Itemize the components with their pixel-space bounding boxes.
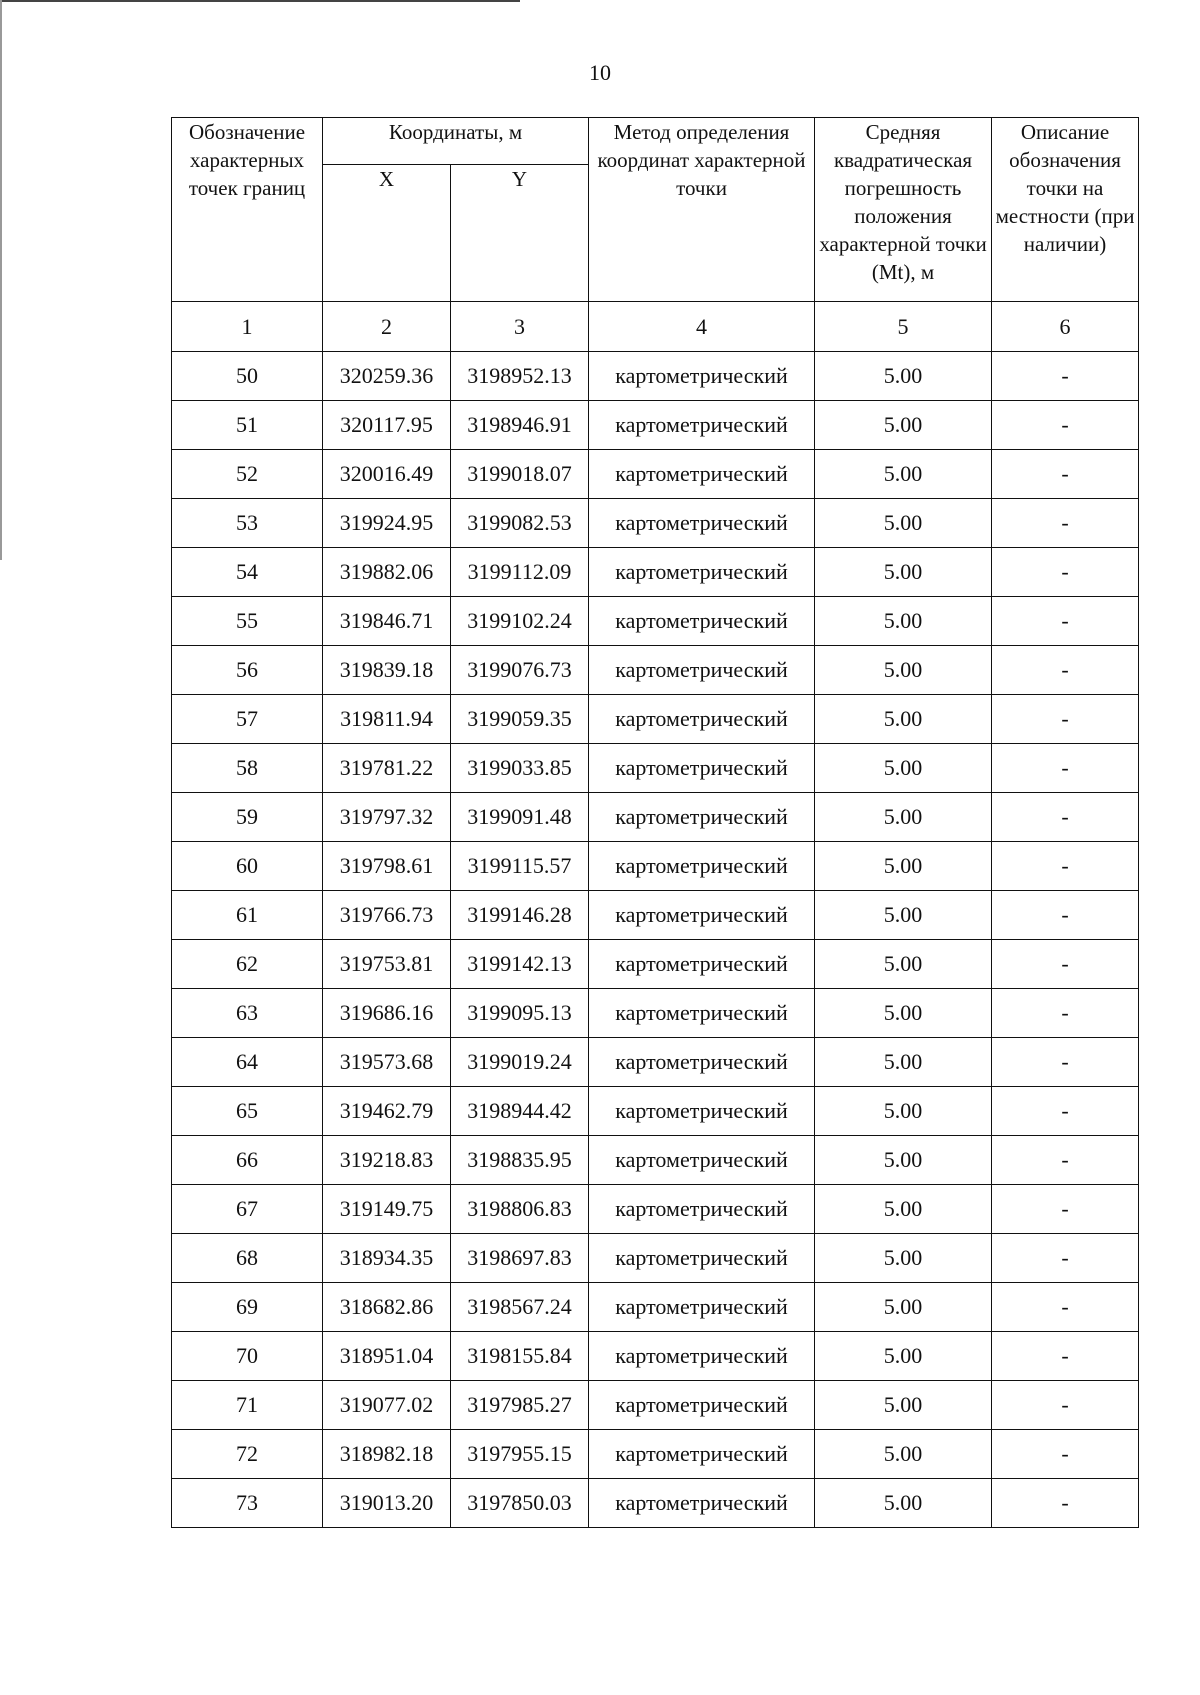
cell-x: 319924.95	[323, 499, 451, 548]
cell-y: 3199102.24	[451, 597, 589, 646]
cell-point: 52	[172, 450, 323, 499]
cell-y: 3198952.13	[451, 352, 589, 401]
cell-method: картометрический	[589, 1136, 815, 1185]
cell-x: 319077.02	[323, 1381, 451, 1430]
scan-edge-top	[0, 0, 520, 2]
cell-error: 5.00	[815, 1038, 992, 1087]
cell-point: 67	[172, 1185, 323, 1234]
cell-description: -	[992, 1185, 1139, 1234]
cell-point: 65	[172, 1087, 323, 1136]
header-x: X	[323, 165, 451, 302]
cell-error: 5.00	[815, 450, 992, 499]
cell-description: -	[992, 548, 1139, 597]
cell-point: 64	[172, 1038, 323, 1087]
cell-x: 319013.20	[323, 1479, 451, 1528]
cell-point: 70	[172, 1332, 323, 1381]
cell-point: 71	[172, 1381, 323, 1430]
cell-y: 3199019.24	[451, 1038, 589, 1087]
cell-x: 319811.94	[323, 695, 451, 744]
table-row	[172, 1430, 1139, 1479]
table-row	[172, 989, 1139, 1038]
cell-error: 5.00	[815, 1479, 992, 1528]
table-row	[172, 1136, 1139, 1185]
cell-y: 3198806.83	[451, 1185, 589, 1234]
column-number: 4	[589, 302, 815, 352]
table-row	[172, 891, 1139, 940]
cell-description: -	[992, 891, 1139, 940]
cell-description: -	[992, 646, 1139, 695]
cell-y: 3199115.57	[451, 842, 589, 891]
cell-description: -	[992, 1430, 1139, 1479]
cell-x: 319797.32	[323, 793, 451, 842]
column-numbers-row	[172, 302, 1139, 352]
column-number: 2	[323, 302, 451, 352]
cell-point: 66	[172, 1136, 323, 1185]
column-number: 6	[992, 302, 1139, 352]
cell-error: 5.00	[815, 1430, 992, 1479]
cell-point: 55	[172, 597, 323, 646]
cell-description: -	[992, 401, 1139, 450]
table-row	[172, 646, 1139, 695]
table-row	[172, 1332, 1139, 1381]
cell-description: -	[992, 940, 1139, 989]
cell-description: -	[992, 842, 1139, 891]
cell-y: 3197850.03	[451, 1479, 589, 1528]
cell-y: 3199076.73	[451, 646, 589, 695]
table-row	[172, 597, 1139, 646]
cell-point: 53	[172, 499, 323, 548]
header-error: Средняя квадратическая погрешность положения характерной точки (Mt), м	[815, 118, 992, 302]
cell-method: картометрический	[589, 1381, 815, 1430]
cell-y: 3199095.13	[451, 989, 589, 1038]
cell-description: -	[992, 450, 1139, 499]
cell-point: 61	[172, 891, 323, 940]
cell-error: 5.00	[815, 646, 992, 695]
cell-y: 3199018.07	[451, 450, 589, 499]
cell-x: 320016.49	[323, 450, 451, 499]
cell-point: 57	[172, 695, 323, 744]
cell-method: картометрический	[589, 1234, 815, 1283]
cell-method: картометрический	[589, 352, 815, 401]
cell-description: -	[992, 793, 1139, 842]
page-number: 10	[589, 60, 611, 85]
table-row	[172, 548, 1139, 597]
cell-method: картометрический	[589, 1087, 815, 1136]
cell-error: 5.00	[815, 1087, 992, 1136]
cell-error: 5.00	[815, 695, 992, 744]
cell-y: 3197985.27	[451, 1381, 589, 1430]
cell-point: 54	[172, 548, 323, 597]
cell-method: картометрический	[589, 744, 815, 793]
cell-y: 3199033.85	[451, 744, 589, 793]
cell-y: 3198155.84	[451, 1332, 589, 1381]
cell-method: картометрический	[589, 548, 815, 597]
cell-method: картометрический	[589, 1332, 815, 1381]
cell-x: 320259.36	[323, 352, 451, 401]
header-row	[172, 118, 1139, 165]
cell-method: картометрический	[589, 1479, 815, 1528]
cell-description: -	[992, 1283, 1139, 1332]
table-row	[172, 1234, 1139, 1283]
cell-description: -	[992, 1381, 1139, 1430]
cell-y: 3198567.24	[451, 1283, 589, 1332]
cell-method: картометрический	[589, 695, 815, 744]
cell-error: 5.00	[815, 548, 992, 597]
cell-x: 319798.61	[323, 842, 451, 891]
cell-method: картометрический	[589, 891, 815, 940]
cell-point: 69	[172, 1283, 323, 1332]
cell-method: картометрический	[589, 1283, 815, 1332]
column-number: 3	[451, 302, 589, 352]
cell-description: -	[992, 1332, 1139, 1381]
cell-point: 56	[172, 646, 323, 695]
table-row	[172, 1038, 1139, 1087]
cell-method: картометрический	[589, 793, 815, 842]
cell-point: 68	[172, 1234, 323, 1283]
cell-description: -	[992, 1087, 1139, 1136]
table-body	[172, 302, 1139, 1528]
header-y: Y	[451, 165, 589, 302]
cell-method: картометрический	[589, 450, 815, 499]
cell-y: 3199146.28	[451, 891, 589, 940]
cell-method: картометрический	[589, 401, 815, 450]
cell-point: 62	[172, 940, 323, 989]
cell-y: 3199059.35	[451, 695, 589, 744]
table-row	[172, 352, 1139, 401]
cell-x: 319573.68	[323, 1038, 451, 1087]
cell-x: 319766.73	[323, 891, 451, 940]
cell-error: 5.00	[815, 1381, 992, 1430]
cell-x: 319462.79	[323, 1087, 451, 1136]
cell-x: 318951.04	[323, 1332, 451, 1381]
cell-y: 3199091.48	[451, 793, 589, 842]
cell-method: картометрический	[589, 940, 815, 989]
cell-x: 319882.06	[323, 548, 451, 597]
table-row	[172, 695, 1139, 744]
table-row	[172, 450, 1139, 499]
cell-y: 3197955.15	[451, 1430, 589, 1479]
cell-method: картометрический	[589, 842, 815, 891]
cell-description: -	[992, 1479, 1139, 1528]
cell-y: 3198697.83	[451, 1234, 589, 1283]
cell-description: -	[992, 597, 1139, 646]
cell-x: 318982.18	[323, 1430, 451, 1479]
cell-x: 319753.81	[323, 940, 451, 989]
cell-method: картометрический	[589, 1185, 815, 1234]
table-row	[172, 1185, 1139, 1234]
cell-error: 5.00	[815, 401, 992, 450]
cell-description: -	[992, 352, 1139, 401]
table-row	[172, 499, 1139, 548]
cell-y: 3198944.42	[451, 1087, 589, 1136]
cell-error: 5.00	[815, 597, 992, 646]
table-row	[172, 1087, 1139, 1136]
column-number: 1	[172, 302, 323, 352]
cell-y: 3199082.53	[451, 499, 589, 548]
cell-x: 319839.18	[323, 646, 451, 695]
header-point-designation: Обозначение характерных точек границ	[172, 118, 323, 302]
cell-error: 5.00	[815, 1136, 992, 1185]
cell-y: 3199112.09	[451, 548, 589, 597]
cell-description: -	[992, 695, 1139, 744]
cell-x: 319218.83	[323, 1136, 451, 1185]
cell-error: 5.00	[815, 1332, 992, 1381]
cell-x: 319686.16	[323, 989, 451, 1038]
cell-error: 5.00	[815, 744, 992, 793]
cell-description: -	[992, 499, 1139, 548]
cell-y: 3198835.95	[451, 1136, 589, 1185]
cell-point: 50	[172, 352, 323, 401]
cell-point: 58	[172, 744, 323, 793]
cell-method: картометрический	[589, 1430, 815, 1479]
cell-method: картометрический	[589, 646, 815, 695]
cell-error: 5.00	[815, 891, 992, 940]
cell-method: картометрический	[589, 1038, 815, 1087]
cell-description: -	[992, 1136, 1139, 1185]
cell-error: 5.00	[815, 352, 992, 401]
table-row	[172, 1381, 1139, 1430]
cell-error: 5.00	[815, 940, 992, 989]
cell-description: -	[992, 1038, 1139, 1087]
cell-x: 318682.86	[323, 1283, 451, 1332]
cell-point: 63	[172, 989, 323, 1038]
cell-x: 318934.35	[323, 1234, 451, 1283]
cell-description: -	[992, 989, 1139, 1038]
cell-x: 319846.71	[323, 597, 451, 646]
header-coordinates: Координаты, м	[323, 118, 589, 165]
cell-description: -	[992, 744, 1139, 793]
cell-error: 5.00	[815, 1283, 992, 1332]
cell-point: 59	[172, 793, 323, 842]
cell-error: 5.00	[815, 1234, 992, 1283]
cell-description: -	[992, 1234, 1139, 1283]
cell-point: 51	[172, 401, 323, 450]
cell-point: 60	[172, 842, 323, 891]
table-row	[172, 401, 1139, 450]
table-row	[172, 744, 1139, 793]
table-row	[172, 1479, 1139, 1528]
cell-point: 73	[172, 1479, 323, 1528]
cell-point: 72	[172, 1430, 323, 1479]
table-row	[172, 940, 1139, 989]
header-description: Описание обозначения точки на местности (при наличии)	[992, 118, 1139, 302]
cell-y: 3198946.91	[451, 401, 589, 450]
cell-method: картометрический	[589, 989, 815, 1038]
cell-error: 5.00	[815, 842, 992, 891]
cell-error: 5.00	[815, 1185, 992, 1234]
cell-error: 5.00	[815, 989, 992, 1038]
cell-x: 319781.22	[323, 744, 451, 793]
column-number: 5	[815, 302, 992, 352]
table-row	[172, 842, 1139, 891]
cell-y: 3199142.13	[451, 940, 589, 989]
header-method: Метод определения координат характерной точки	[589, 118, 815, 302]
table-row	[172, 1283, 1139, 1332]
cell-method: картометрический	[589, 597, 815, 646]
cell-x: 319149.75	[323, 1185, 451, 1234]
cell-error: 5.00	[815, 499, 992, 548]
cell-method: картометрический	[589, 499, 815, 548]
cell-x: 320117.95	[323, 401, 451, 450]
table-row	[172, 793, 1139, 842]
cell-error: 5.00	[815, 793, 992, 842]
coordinates-table	[171, 117, 1139, 1528]
